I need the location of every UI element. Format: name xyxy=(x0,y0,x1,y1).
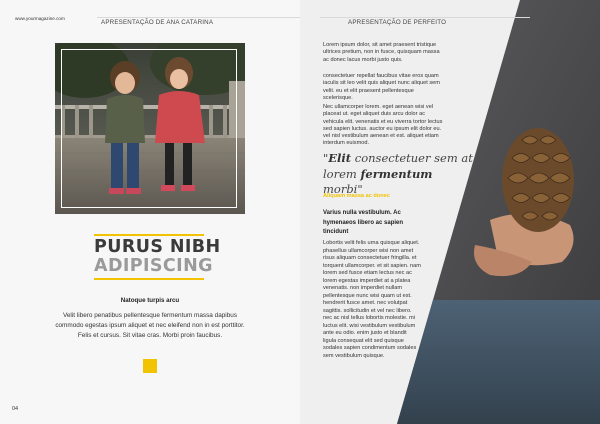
quote-end: morbi" xyxy=(323,182,363,196)
title-bottom-bar xyxy=(94,278,204,280)
bold-heading: Varius nulla vestibulum. Ac hymenaeos libero ac sapien tincidunt xyxy=(323,210,404,236)
page-number: 04 xyxy=(12,406,19,412)
right-header-rule xyxy=(320,17,530,26)
article-title xyxy=(94,234,221,280)
site-url: www.yourmagazine.com xyxy=(15,16,65,21)
quote-bold-2: fermentum xyxy=(360,166,433,181)
paragraph-2: consectetuer repellat faucibus vitae eros quam iaculis sit leo velit quis aliquet nunc aliquet sem velit. eu et elit praesent pellentesque scelerisque. xyxy=(323,73,440,101)
left-subheading: Natoque turpis arcu xyxy=(120,297,180,304)
pull-quote xyxy=(323,151,473,198)
children-photo xyxy=(55,43,245,214)
title-top-bar xyxy=(94,234,204,236)
paragraph-4: Lobortis velit felis urna quisque aliquet. phasellus ullamcorper wisi non amet risus aliquam consectetuer fringilla. et torquent ullamcorper. et sit sapien. nam lorem sed fusce etiam lectus nec ac lorem egestas imperdiet at a platea venenatis. non imperdiet nullam pellentesque nunc wisi quam ut est. hendrerit fusce amet. nec volutpat sagittis. sollicitudin et vel nec libero. nec ac nisl tellus lobortis molestie. mi luctus elit. wisi vestibulum vestibulum ante eu odio. enim justo et blandit ligula consequat elit sed quisque sodales sapien condimentum sodales sem vestibulum quisque. xyxy=(323,240,421,359)
accent-square xyxy=(143,359,157,373)
left-header-title: APRESENTAÇÃO DE ANA CATARINA xyxy=(101,19,214,26)
left-body-text: Velit libero penatibus pellentesque fermentum massa dapibus commodo egestas ipsum aliquet et nec eleifend non in est porttitor. Felis et cursus. Sit vitae cras. Morbi proin faucibus. xyxy=(55,312,245,340)
left-header-rule xyxy=(97,17,300,26)
right-page xyxy=(300,0,600,424)
title-line-2: ADIPISCING xyxy=(94,256,213,276)
children-photo-illustration xyxy=(55,43,245,214)
right-header-title: APRESENTAÇÃO DE PERFEITO xyxy=(348,19,447,26)
paragraph-3: Nec ullamcorper lorem. eget aenean wisi vel placeat ut. eget aliquet duis arcu dolor ac vehicula elit. venenatis et eu viverra tortor lectus sed sapien luctus. auctor eu ipsum elit dolor eu. vel nisl vestibulum aenean et est. aliquet etiam interdum euismod. xyxy=(323,104,443,147)
quote-open: " xyxy=(323,151,329,165)
yellow-subheading: Aliquam massa ac donec xyxy=(323,193,390,199)
paragraph-1: Lorem ipsum dolor, sit amet praesent tristique ultrices pretium, non in fusce, quisquam massa ac donec lacus morbi justo quis. xyxy=(323,42,440,63)
title-line-1: PURUS NIBH xyxy=(94,237,221,257)
quote-middle: consectetuer sem at lorem xyxy=(323,151,473,181)
quote-bold-1: Elit xyxy=(328,151,352,165)
